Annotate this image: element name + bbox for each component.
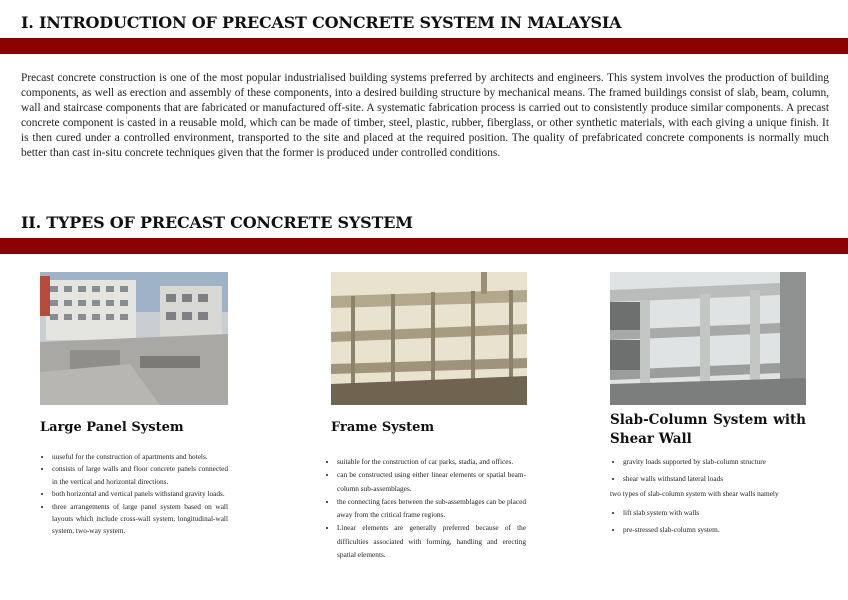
frame-system-photo: [331, 272, 527, 405]
list-item: • suitable for the construction of car parks, stadia, and offices.: [337, 455, 526, 468]
large-panel-photo: [40, 272, 228, 405]
list-item: • consists of large walls and floor concrete panels connected in the vertical and horizontal directions.: [52, 463, 228, 488]
list-item: • both horizontal and vertical panels withstand gravity loads.: [52, 488, 228, 500]
slab-column-bullets-b: [611, 505, 813, 538]
frame-system-bullets: [325, 455, 526, 561]
section-1-divider-band: [0, 38, 848, 54]
list-item: • shear walls withstand lateral loads: [623, 471, 813, 488]
list-item: • gravity loads supported by slab-column structure: [623, 454, 813, 471]
section-2-heading: II. TYPES OF PRECAST CONCRETE SYSTEM: [21, 213, 413, 232]
frame-system-title: Frame System: [331, 420, 435, 435]
intro-paragraph: Precast concrete construction is one of the most popular industrialised building systems preferred by architects and engineers. This system involves the production of building components, as well as erection and assembly of these components, into a desired building structure by mechanical means. The framed buildings consist of slab, beam, column, wall and staircase components that are fabricated or manufactured off-site. A systematic fabrication process is carried out to consistently produce similar components. A precast concrete component is casted in a reusable mold, which can be made of timber, steel, plastic, rubber, fiberglass, or other synthetic materials, with each giving a unique finish. It is then cured under a controlled environment, transported to the site and placed at the required position. The quality of prefabricated concrete components is normally much better than cast in-situ concrete techniques given that the former is produced under controlled conditions.: [21, 72, 829, 159]
list-item: • the connecting faces between the sub-assemblages can be placed away from the critical frame regions.: [337, 495, 526, 522]
large-panel-title: Large Panel System: [40, 420, 184, 435]
slab-column-note: two types of slab-column system with shear walls namely: [610, 489, 779, 498]
section-2-divider-band: [0, 238, 848, 254]
section-1-heading: I. INTRODUCTION OF PRECAST CONCRETE SYSTEM IN MALAYSIA: [21, 13, 622, 32]
list-item: • pre-stressed slab-column system.: [623, 522, 813, 539]
slab-column-title-line-2: Shear Wall: [610, 431, 692, 447]
list-item: • Linear elements are generally preferred because of the difficulties associated with forming, handling and erecting spatial elements.: [337, 521, 526, 561]
large-panel-bullets: [40, 451, 228, 538]
slab-column-title: [610, 411, 806, 449]
list-item: • three arrangements of large panel system based on wall layouts which include cross-wall system, longitudinal-wall system, two-way system.: [52, 501, 228, 538]
slab-column-title-line-1: Slab-Column System with: [610, 412, 806, 428]
slab-column-bullets-a: [611, 454, 813, 487]
slab-column-photo: [610, 272, 806, 405]
list-item: • lift slab system with walls: [623, 505, 813, 522]
list-item: • uuseful for the construction of apartments and hotels.: [52, 451, 228, 463]
list-item: • can be constructed using either linear elements or spatial beam-column sub-assemblages.: [337, 468, 526, 495]
